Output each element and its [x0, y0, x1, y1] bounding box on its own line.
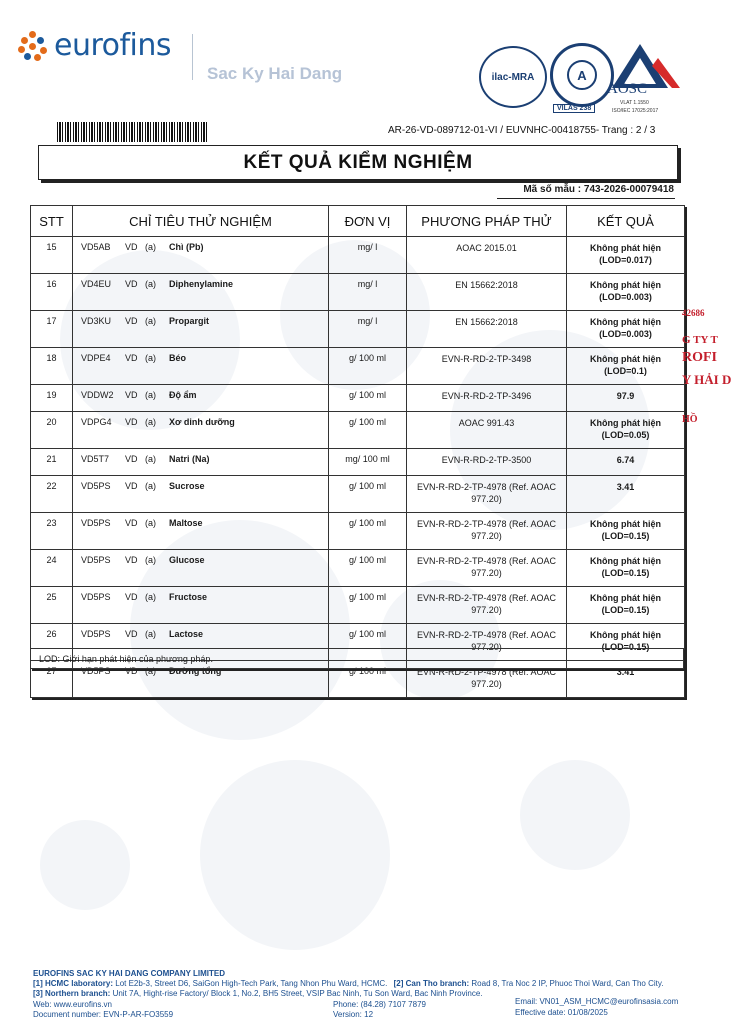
row-lab: VD: [125, 417, 138, 427]
row-code: VD4EU: [81, 279, 112, 289]
row-accreditation: (a): [145, 481, 156, 491]
row-lab: VD: [125, 666, 138, 676]
row-stt: 22: [31, 476, 73, 513]
table-row: [31, 476, 685, 513]
row-method: EVN-R-RD-2-TP-4978 (Ref. AOAC 977.20): [407, 587, 567, 624]
subsidiary-name: Sac Ky Hai Dang: [207, 64, 343, 83]
row-item: [73, 550, 329, 587]
footer-hcmc-address: Lot E2b-3, Street D6, SaiGon High-Tech Park, Tang Nhon Phu Ward, HCMC.: [115, 979, 388, 988]
footer-web[interactable]: Web: www.eurofins.vn: [33, 1000, 112, 1009]
table-row: [31, 311, 685, 348]
watermark-circle: [520, 760, 630, 870]
table-row: [31, 274, 685, 311]
table-row: [31, 587, 685, 624]
row-code: VDPG4: [81, 417, 112, 427]
row-lab: VD: [125, 454, 138, 464]
row-code: VD5T7: [81, 454, 110, 464]
table-row: [31, 412, 685, 449]
title-box: [38, 145, 678, 180]
watermark-circle: [40, 820, 130, 910]
row-lab: VD: [125, 390, 138, 400]
row-method: AOAC 991.43: [407, 412, 567, 449]
row-item: [73, 237, 329, 274]
boa-accreditation-seal: [550, 43, 614, 107]
aosc-iso: ISO/IEC 17025:2017: [612, 108, 659, 114]
footer-email[interactable]: Email: VN01_ASM_HCMC@eurofinsasia.com: [515, 997, 679, 1006]
row-stt: 16: [31, 274, 73, 311]
stamp-line: HỒ: [682, 414, 698, 425]
row-parameter: Propargit: [169, 316, 210, 326]
row-accreditation: (a): [145, 518, 156, 528]
row-stt: 15: [31, 237, 73, 274]
row-item: [73, 513, 329, 550]
row-accreditation: (a): [145, 353, 156, 363]
row-item: [73, 449, 329, 476]
row-unit: g/ 100 ml: [329, 412, 407, 449]
row-stt: 19: [31, 385, 73, 412]
row-accreditation: (a): [145, 666, 156, 676]
row-parameter: Natri (Na): [169, 454, 210, 464]
row-method: EVN-R-RD-2-TP-3496: [407, 385, 567, 412]
row-stt: 21: [31, 449, 73, 476]
row-stt: 25: [31, 587, 73, 624]
row-accreditation: (a): [145, 316, 156, 326]
vilas-label: VILAS 238: [553, 104, 595, 113]
row-parameter: Sucrose: [169, 481, 205, 491]
row-item: [73, 476, 329, 513]
stamp-line: G TY T: [682, 334, 718, 346]
row-unit: g/ 100 ml: [329, 587, 407, 624]
boa-seal-icon: A: [567, 60, 597, 90]
row-method: EN 15662:2018: [407, 274, 567, 311]
row-method: EVN-R-RD-2-TP-4978 (Ref. AOAC 977.20): [407, 624, 567, 661]
footer-version: Version: 12: [333, 1010, 374, 1019]
row-parameter: Đường tổng: [169, 666, 222, 676]
lod-note-text: LOD: Giới hạn phát hiện của phương pháp.: [39, 653, 213, 664]
row-item: [73, 587, 329, 624]
row-parameter: Glucose: [169, 555, 205, 565]
row-unit: mg/ l: [329, 311, 407, 348]
row-unit: g/ 100 ml: [329, 624, 407, 661]
ilac-mra-logo: ilac-MRA: [479, 46, 547, 108]
row-code: VD5PS: [81, 629, 111, 639]
row-unit: mg/ l: [329, 237, 407, 274]
row-code: VD5PS: [81, 555, 111, 565]
header-item: CHỈ TIÊU THỬ NGHIỆM: [73, 206, 329, 237]
row-unit: g/ 100 ml: [329, 385, 407, 412]
watermark-circle: [200, 760, 390, 950]
aosc-vlat: VLAT 1.1550: [620, 100, 649, 106]
row-method: EN 15662:2018: [407, 311, 567, 348]
sample-underline: [497, 198, 675, 199]
row-item: [73, 274, 329, 311]
row-accreditation: (a): [145, 242, 156, 252]
row-method: EVN-R-RD-2-TP-3498: [407, 348, 567, 385]
row-stt: 27: [31, 661, 73, 698]
footer-cantho-label: [2] Can Tho branch:: [393, 979, 470, 988]
row-item: [73, 412, 329, 449]
row-lab: VD: [125, 629, 138, 639]
header-unit: ĐƠN VỊ: [329, 206, 407, 237]
row-parameter: Chì (Pb): [169, 242, 204, 252]
brand-name: eurofins: [54, 28, 172, 63]
sample-number: Mã số mẫu : 743-2026-00079418: [523, 184, 674, 195]
row-method: EVN-R-RD-2-TP-4978 (Ref. AOAC 977.20): [407, 513, 567, 550]
row-result: 3.41: [567, 661, 685, 698]
row-code: VD3KU: [81, 316, 112, 326]
row-code: VDPE4: [81, 353, 111, 363]
eurofins-dots-icon: [18, 31, 48, 61]
table-row: [31, 449, 685, 476]
table-row: [31, 385, 685, 412]
row-result: Không phát hiện (LOD=0.15): [567, 624, 685, 661]
company-stamp: [680, 296, 731, 436]
header-stt: STT: [31, 206, 73, 237]
footer-cantho-address: Road 8, Tra Noc 2 IP, Phuoc Thoi Ward, Can Tho City.: [471, 979, 664, 988]
row-result: Không phát hiện (LOD=0.003): [567, 311, 685, 348]
row-stt: 23: [31, 513, 73, 550]
row-method: EVN-R-RD-2-TP-3500: [407, 449, 567, 476]
results-table: [30, 205, 685, 698]
row-lab: VD: [125, 279, 138, 289]
footer-hcmc-label: [1] HCMC laboratory:: [33, 979, 114, 988]
table-body: [31, 237, 685, 698]
row-method: EVN-R-RD-2-TP-4978 (Ref. AOAC 977.20): [407, 661, 567, 698]
barcode: [57, 122, 209, 142]
row-result: Không phát hiện (LOD=0.15): [567, 513, 685, 550]
row-unit: g/ 100 ml: [329, 661, 407, 698]
row-lab: VD: [125, 242, 138, 252]
footer-north-label: [3] Northern branch:: [33, 989, 111, 998]
row-result: Không phát hiện (LOD=0.017): [567, 237, 685, 274]
row-item: [73, 348, 329, 385]
row-unit: g/ 100 ml: [329, 348, 407, 385]
row-unit: mg/ l: [329, 274, 407, 311]
row-method: AOAC 2015.01: [407, 237, 567, 274]
row-parameter: Fructose: [169, 592, 208, 602]
row-stt: 20: [31, 412, 73, 449]
eurofins-logo: [18, 28, 171, 63]
row-result: Không phát hiện (LOD=0.003): [567, 274, 685, 311]
row-code: VD5PS: [81, 518, 111, 528]
stamp-line: Y HẢI D: [682, 372, 731, 387]
footer-company: EUROFINS SAC KY HAI DANG COMPANY LIMITED: [33, 969, 226, 978]
row-result: 3.41: [567, 476, 685, 513]
row-code: VD5AB: [81, 242, 111, 252]
aosc-label: AOSC: [607, 81, 648, 97]
row-lab: VD: [125, 481, 138, 491]
footer-effective-date: Effective date: 01/08/2025: [515, 1008, 608, 1017]
row-parameter: Độ ẩm: [169, 390, 197, 400]
row-accreditation: (a): [145, 454, 156, 464]
row-stt: 24: [31, 550, 73, 587]
row-result: Không phát hiện (LOD=0.05): [567, 412, 685, 449]
footer-phone: Phone: (84.28) 7107 7879: [333, 1000, 426, 1009]
row-unit: g/ 100 ml: [329, 476, 407, 513]
stamp-line: 42686: [682, 308, 705, 318]
row-accreditation: (a): [145, 279, 156, 289]
row-accreditation: (a): [145, 390, 156, 400]
row-accreditation: (a): [145, 592, 156, 602]
row-result: Không phát hiện (LOD=0.15): [567, 550, 685, 587]
row-accreditation: (a): [145, 629, 156, 639]
header-result: KẾT QUẢ: [567, 206, 685, 237]
row-item: [73, 311, 329, 348]
row-unit: mg/ 100 ml: [329, 449, 407, 476]
row-code: VD5PS: [81, 592, 111, 602]
row-lab: VD: [125, 592, 138, 602]
table-row: [31, 550, 685, 587]
row-parameter: Xơ dinh dưỡng: [169, 417, 235, 427]
row-method: EVN-R-RD-2-TP-4978 (Ref. AOAC 977.20): [407, 476, 567, 513]
row-stt: 18: [31, 348, 73, 385]
row-accreditation: (a): [145, 417, 156, 427]
row-result: 97.9: [567, 385, 685, 412]
table-header-row: [31, 206, 685, 237]
footer-north-address: Unit 7A, Hight-rise Factory/ Block 1, No.2, BH5 Street, VSIP Bac Ninh, Tu Son Ward, Bac Ninh Province.: [112, 989, 483, 998]
lod-note: [30, 648, 684, 669]
row-stt: 26: [31, 624, 73, 661]
row-lab: VD: [125, 555, 138, 565]
document-reference: AR-26-VD-089712-01-VI / EUVNHC-00418755- Trang : 2 / 3: [388, 125, 656, 136]
row-code: VDDW2: [81, 390, 114, 400]
table-row: [31, 348, 685, 385]
row-item: [73, 385, 329, 412]
row-parameter: Béo: [169, 353, 187, 363]
table-row: [31, 237, 685, 274]
row-accreditation: (a): [145, 555, 156, 565]
row-parameter: Diphenylamine: [169, 279, 234, 289]
row-method: EVN-R-RD-2-TP-4978 (Ref. AOAC 977.20): [407, 550, 567, 587]
row-parameter: Lactose: [169, 629, 204, 639]
logo-divider: [192, 34, 193, 80]
header-method: PHƯƠNG PHÁP THỬ: [407, 206, 567, 237]
footer-doc-number: Document number: EVN-P-AR-FO3559: [33, 1010, 174, 1019]
document-title: KẾT QUẢ KIỂM NGHIỆM: [243, 151, 473, 173]
row-lab: VD: [125, 518, 138, 528]
row-code: VD5PS: [81, 481, 111, 491]
footer-line-1: [33, 979, 664, 988]
row-result: 6.74: [567, 449, 685, 476]
row-code: VD5PS: [81, 666, 111, 676]
table-row: [31, 513, 685, 550]
row-lab: VD: [125, 316, 138, 326]
row-unit: g/ 100 ml: [329, 550, 407, 587]
row-result: Không phát hiện (LOD=0.1): [567, 348, 685, 385]
row-unit: g/ 100 ml: [329, 513, 407, 550]
row-lab: VD: [125, 353, 138, 363]
row-parameter: Maltose: [169, 518, 203, 528]
row-result: Không phát hiện (LOD=0.15): [567, 587, 685, 624]
stamp-line: ROFI: [682, 350, 717, 365]
footer-line-2: [33, 989, 483, 998]
row-stt: 17: [31, 311, 73, 348]
